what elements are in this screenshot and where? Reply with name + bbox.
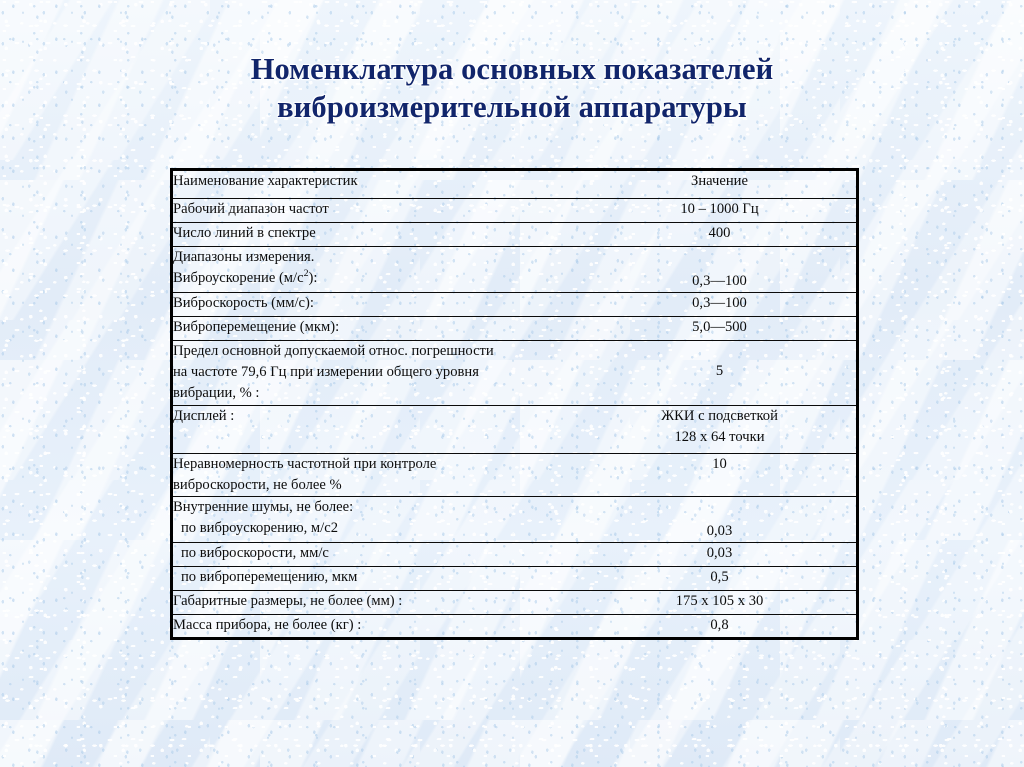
table-row: [172, 341, 858, 406]
table-row: [172, 293, 858, 317]
display-type: ЖКИ с подсветкой: [661, 408, 778, 424]
header-cell-value: Значение: [583, 170, 858, 199]
row-label-weight: Масса прибора, не более (кг) :: [173, 617, 362, 633]
superscript-two: 2: [303, 268, 309, 280]
table-row: [172, 591, 858, 615]
row-value-noise-displacement: 0,5: [583, 567, 858, 591]
row-value-display: [583, 406, 858, 454]
row-label-display: Дисплей :: [172, 406, 584, 454]
table-row: [172, 567, 858, 591]
table-row: [172, 317, 858, 341]
page-title-line-2: виброизмерительной аппаратуры: [277, 90, 747, 124]
row-label-internal-noise: [172, 497, 584, 543]
row-value-vibrodisplacement: 5,0—500: [583, 317, 858, 341]
specifications-table: [170, 168, 859, 640]
table-row: [172, 454, 858, 497]
table-row: [172, 615, 858, 639]
row-value-noise-velocity: 0,03: [583, 543, 858, 567]
row-value-vibrovelocity: 0,3—100: [583, 293, 858, 317]
measurement-ranges-acceleration: Виброускорение $(м/с^2)$:: [173, 268, 318, 286]
row-label-measurement-ranges: [172, 247, 584, 293]
page-title: [0, 50, 1024, 126]
row-label-vibrovelocity: Виброскорость (мм/с):: [172, 293, 584, 317]
row-value-frequency-range: 10 – 1000 Гц: [583, 199, 858, 223]
table-row: [172, 223, 858, 247]
display-resolution: 128 x 64 точки: [674, 429, 765, 445]
internal-noise-heading: Внутренние шумы, не более:: [173, 499, 354, 515]
row-label-vibrodisplacement: Виброперемещение (мкм):: [172, 317, 584, 341]
row-value-weight: 0,8: [710, 617, 729, 633]
row-value-dimensions: 175 х 105 х 30: [583, 591, 858, 615]
row-label-spectrum-lines: Число линий в спектре: [172, 223, 584, 247]
internal-noise-acceleration: по виброускорению, м/с2: [181, 520, 338, 536]
table-row: [172, 497, 858, 543]
row-label-frequency-range: Рабочий диапазон частот: [172, 199, 584, 223]
error-limit-line-3: вибрации, % :: [173, 385, 260, 401]
row-value-frequency-unevenness: 10: [583, 454, 858, 497]
page-title-line-1: Номенклатура основных показателей: [250, 52, 774, 86]
unevenness-line-1: Неравномерность частотной при контроле: [173, 456, 437, 472]
unevenness-line-2: виброскорости, не более %: [173, 477, 342, 493]
row-value-relative-error-limit: 5: [583, 341, 858, 406]
table-row: [172, 543, 858, 567]
row-label-relative-error-limit: [172, 341, 584, 406]
error-limit-line-1: Предел основной допускаемой относ. погрешности: [173, 343, 494, 359]
header-cell-characteristic: Наименование характеристик: [172, 170, 584, 199]
row-label-frequency-unevenness: [172, 454, 584, 497]
table-row: [172, 247, 858, 293]
table-row: [172, 199, 858, 223]
row-value-internal-noise-acceleration: 0,03: [583, 497, 858, 543]
table-header-row: [172, 170, 858, 199]
row-label-dimensions: Габаритные размеры, не более (мм) :: [172, 591, 584, 615]
measurement-ranges-heading: Диапазоны измерения.: [173, 249, 315, 265]
row-value-spectrum-lines: 400: [583, 223, 858, 247]
row-label-noise-displacement: по виброперемещению, мкм: [172, 567, 584, 591]
row-value-vibroacceleration: 0,3—100: [583, 247, 858, 293]
table-row: [172, 406, 858, 454]
error-limit-line-2: на частоте 79,6 Гц при измерении общего уровня: [173, 364, 479, 380]
row-label-noise-velocity: по виброскорости, мм/с: [172, 543, 584, 567]
